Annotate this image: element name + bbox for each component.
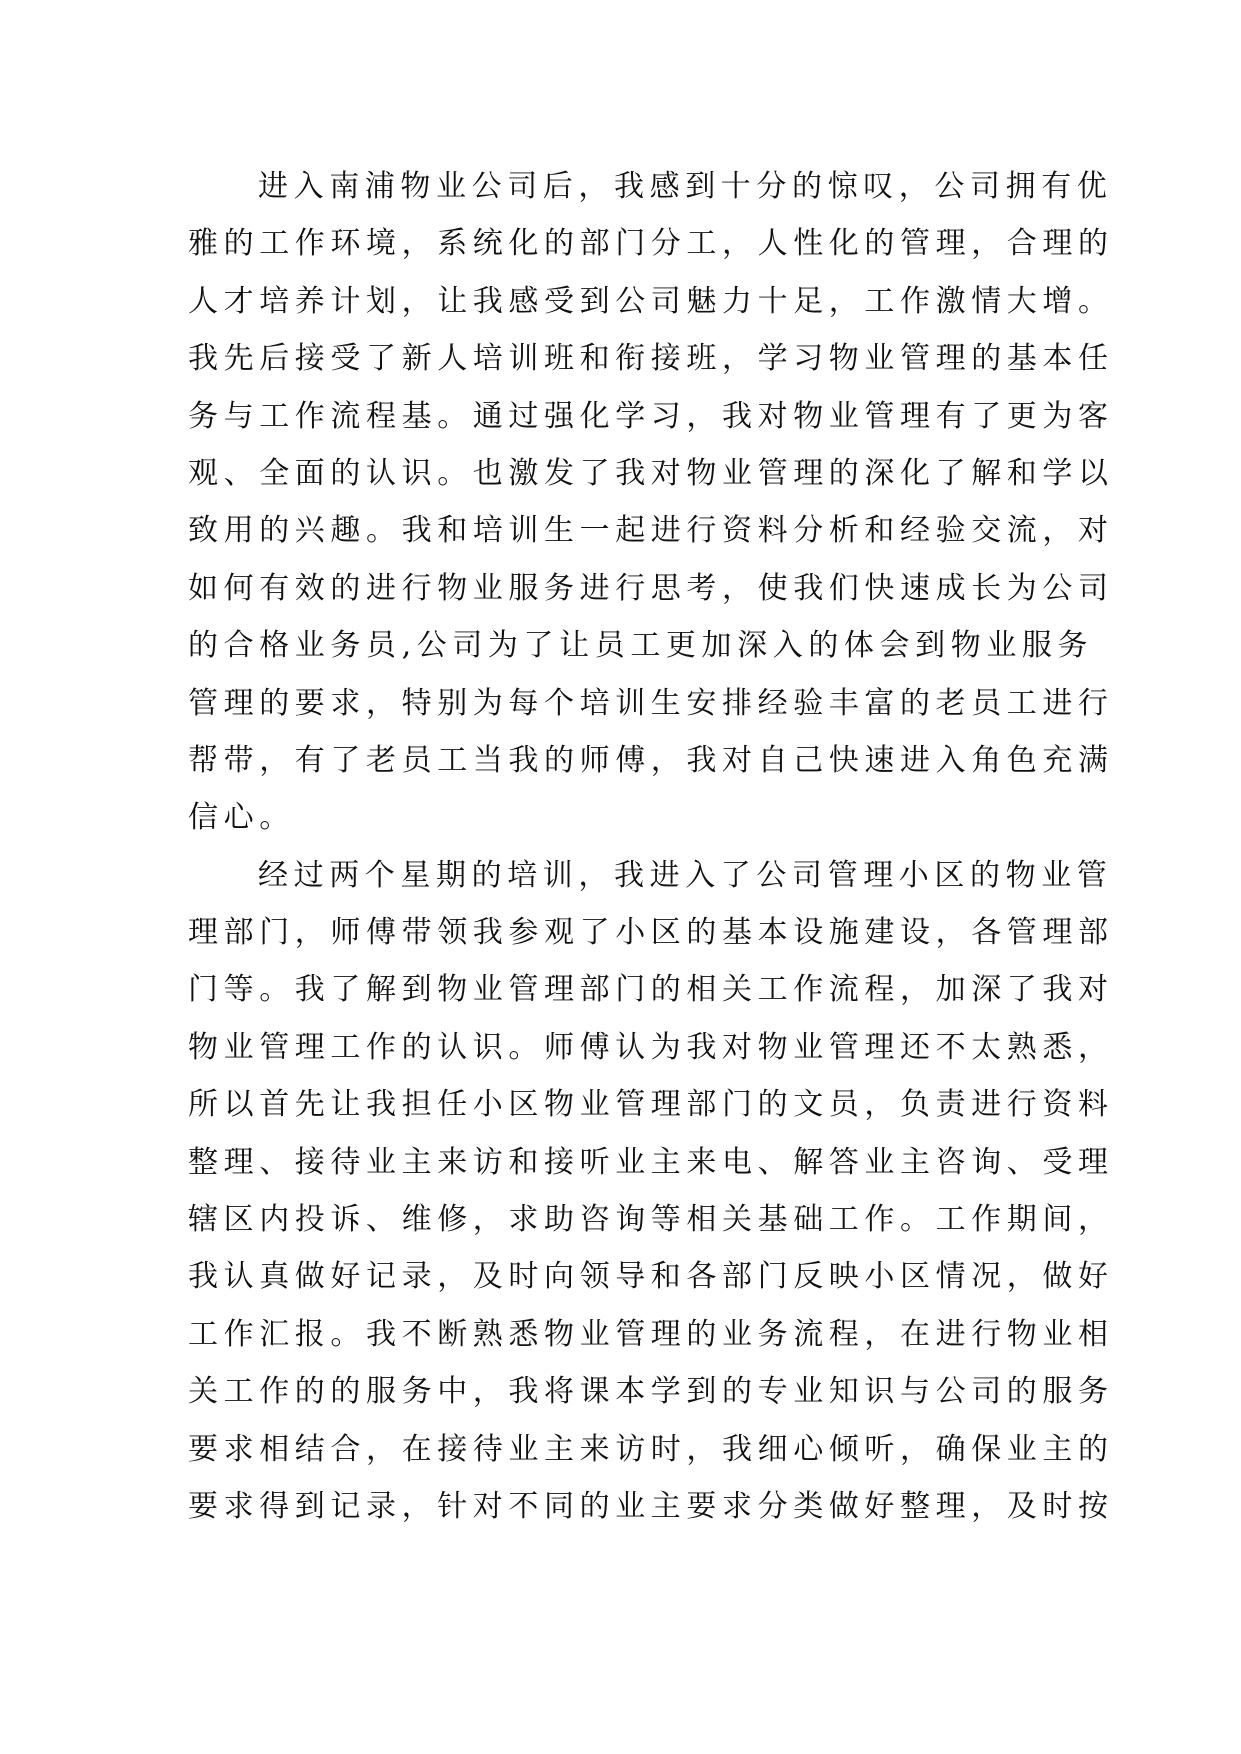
paragraph-line: 辖区内投诉、维修，求助咨询等相关基础工作。工作期间， [188,1202,1114,1238]
body-text [188,158,1114,1535]
paragraph-2 [188,847,1114,1536]
paragraph-line: 人才培养计划，让我感受到公司魅力十足，工作激情大增。 [188,283,1114,319]
paragraph-line: 关工作的的服务中，我将课本学到的专业知识与公司的服务 [188,1374,1114,1410]
paragraph-line: 雅的工作环境，系统化的部门分工，人性化的管理，合理的 [188,226,1114,262]
paragraph-1 [188,158,1114,847]
paragraph-line: 信心。 [188,800,295,836]
paragraph-line: 要求相结合，在接待业主来访时，我细心倾听，确保业主的 [188,1431,1114,1467]
paragraph-line: 我先后接受了新人培训班和衔接班，学习物业管理的基本任 [188,341,1114,377]
paragraph-line: 门等。我了解到物业管理部门的相关工作流程，加深了我对 [188,972,1114,1008]
paragraph-line: 致用的兴趣。我和培训生一起进行资料分析和经验交流，对 [188,513,1114,549]
paragraph-line: 管理的要求，特别为每个培训生安排经验丰富的老员工进行 [188,685,1114,721]
paragraph-line: 理部门，师傅带领我参观了小区的基本设施建设，各管理部 [188,915,1114,951]
paragraph-line: 帮带，有了老员工当我的师傅，我对自己快速进入角色充满 [188,742,1114,778]
paragraph-line: 的合格业务员,公司为了让员工更加深入的体会到物业服务 [188,628,1094,664]
paragraph-line: 务与工作流程基。通过强化学习，我对物业管理有了更为客 [188,398,1114,434]
paragraph-line: 所以首先让我担任小区物业管理部门的文员，负责进行资料 [188,1087,1114,1123]
paragraph-line: 我认真做好记录，及时向领导和各部门反映小区情况，做好 [188,1259,1114,1295]
paragraph-line: 观、全面的认识。也激发了我对物业管理的深化了解和学以 [188,455,1114,491]
paragraph-line: 进入南浦物业公司后，我感到十分的惊叹，公司拥有优 [258,169,1113,204]
paragraph-line: 要求得到记录，针对不同的业主要求分类做好整理，及时按 [188,1488,1114,1524]
paragraph-line: 如何有效的进行物业服务进行思考，使我们快速成长为公司 [188,570,1114,606]
paragraph-line: 物业管理工作的认识。师傅认为我对物业管理还不太熟悉， [188,1029,1114,1065]
paragraph-line: 经过两个星期的培训，我进入了公司管理小区的物业管 [258,857,1113,893]
paragraph-line: 整理、接待业主来访和接听业主来电、解答业主咨询、受理 [188,1144,1114,1180]
paragraph-line: 工作汇报。我不断熟悉物业管理的业务流程，在进行物业相 [188,1316,1114,1352]
